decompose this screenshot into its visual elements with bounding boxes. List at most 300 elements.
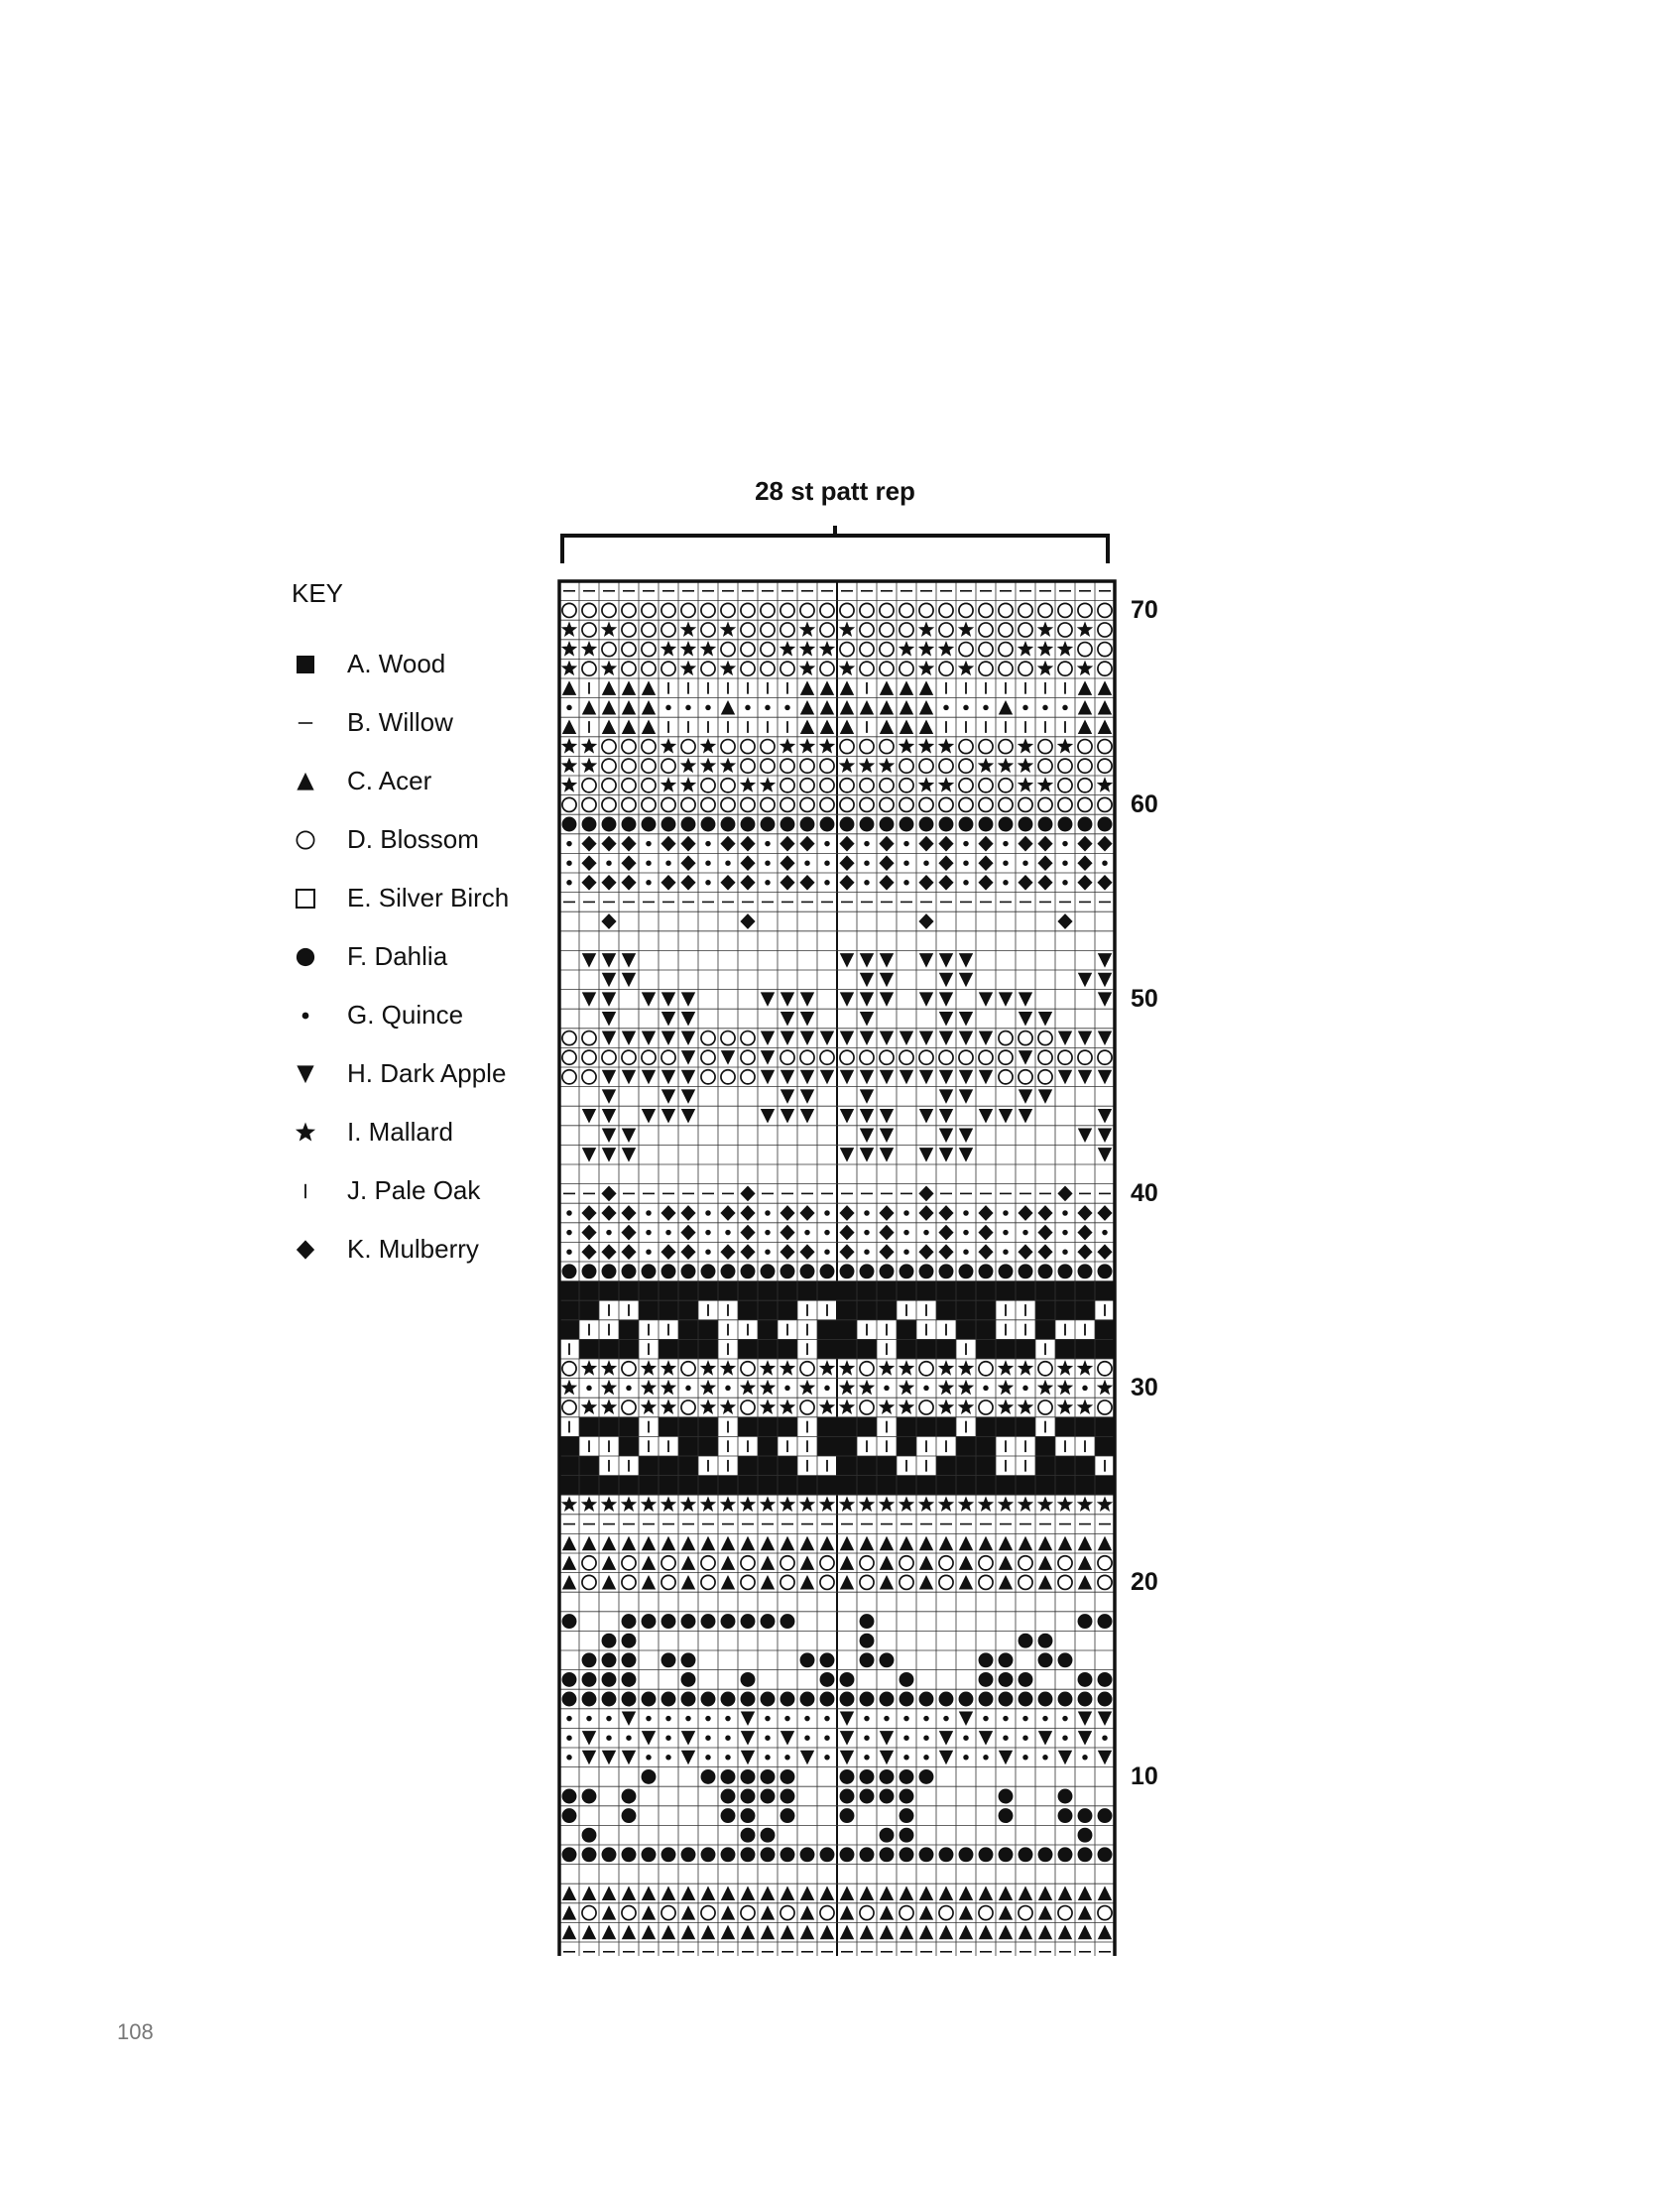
chart-cell [606,1716,611,1721]
filled-circle-icon [1019,1847,1033,1862]
chart-cell [959,1692,974,1707]
triangle-down-icon [840,1070,854,1085]
chart-cell [840,1925,854,1940]
chart-cell [918,913,933,929]
chart-cell [979,1652,994,1667]
chart-cell [1078,700,1092,715]
diamond-icon [660,836,675,852]
chart-cell [701,1032,715,1045]
chart-cell [1077,621,1093,637]
chart-cell [1058,1925,1072,1940]
open-circle-icon [701,1575,715,1589]
chart-cell [745,705,750,710]
chart-cell [720,836,735,852]
chart-cell [582,1652,597,1667]
chart-cell [1078,1536,1092,1551]
chart-cell [1019,1032,1032,1045]
filled-circle-icon [642,1264,657,1278]
chart-cell [642,1905,656,1920]
triangle-up-icon [642,1886,656,1901]
chart-cell [897,1476,916,1496]
open-circle-icon [582,1906,596,1920]
chart-cell [660,738,676,754]
chart-cell [622,1148,636,1162]
small-dot-icon [646,1210,651,1215]
small-dot-icon [765,1755,770,1760]
star-icon [839,1398,855,1414]
open-circle-icon [761,603,775,617]
chart-cell [1038,1070,1052,1084]
chart-cell [765,1755,770,1760]
chart-cell [642,1731,656,1746]
triangle-up-icon [900,680,913,695]
chart-cell [681,1751,695,1765]
triangle-up-icon [979,1536,993,1551]
triangle-down-icon [860,992,874,1007]
chart-cell [1078,1672,1093,1687]
chart-cell [1035,1436,1055,1456]
open-circle-icon [761,740,775,754]
chart-cell [1019,1906,1032,1920]
chart-cell [660,1380,676,1396]
chart-cell [959,1536,973,1551]
chart-cell [765,880,770,885]
chart-cell [602,797,616,811]
open-circle-icon [582,662,596,675]
triangle-up-icon [800,1575,814,1590]
chart-cell [1018,641,1033,657]
filled-circle-icon [1098,1692,1113,1707]
open-circle-icon [800,1400,814,1414]
chart-cell [1075,1456,1095,1476]
chart-cell [741,1264,756,1278]
diamond-icon [879,836,894,852]
key-item [288,986,509,1044]
chart-cell [698,1476,718,1496]
small-dot-icon [824,1210,829,1215]
chart-cell [1037,836,1052,852]
open-circle-icon [979,1556,993,1570]
chart-cell [780,836,794,852]
star-icon [938,1398,954,1414]
star-icon [839,661,855,676]
triangle-up-icon [761,1886,775,1901]
filled-circle-icon [721,1847,736,1862]
chart-cell [606,860,611,865]
chart-cell [919,1847,934,1862]
triangle-down-icon [939,1148,953,1162]
triangle-up-icon [999,1575,1013,1590]
chart-cell [999,1847,1014,1862]
chart-cell [1058,817,1073,832]
chart-cell [642,700,656,715]
chart-cell [1058,1886,1072,1901]
small-dot-icon [685,1386,690,1391]
chart-cell [780,797,794,811]
star-icon [621,1496,637,1512]
triangle-up-icon [1098,720,1112,735]
triangle-up-icon [999,1905,1013,1920]
chart-cell [622,973,636,988]
diamond-icon [1077,1225,1092,1241]
star-icon [938,1360,954,1376]
triangle-up-icon [840,720,854,735]
filled-circle-icon [780,1614,795,1629]
chart-cell [923,860,928,865]
filled-circle-icon [979,1692,994,1707]
small-dot-icon [824,1755,829,1760]
chart-cell [1016,1417,1035,1437]
chart-cell [900,623,913,637]
chart-cell [820,1925,834,1940]
open-circle-icon [1078,740,1092,754]
chart-cell [1062,1230,1067,1235]
chart-cell [800,1555,814,1570]
triangle-down-icon [919,1070,933,1085]
chart-cell [900,1070,913,1085]
chart-cell [1038,1089,1052,1104]
chart-cell [780,1360,795,1376]
chart-cell [601,913,616,929]
chart-cell [939,1070,953,1085]
triangle-up-icon [1038,1925,1052,1940]
chart-cell [602,992,616,1007]
chart-cell [880,1847,895,1862]
filled-circle-icon [919,1847,934,1862]
chart-cell [999,1652,1014,1667]
open-circle-icon [1058,662,1072,675]
chart-cell [681,1264,696,1278]
open-circle-icon [1058,1575,1072,1589]
star-icon [641,1496,657,1512]
filled-circle-icon [880,1264,895,1278]
chart-cell [939,1575,953,1589]
diamond-icon [1037,875,1052,891]
open-circle-icon [780,1556,794,1570]
chart-cell [619,1320,639,1340]
chart-cell [1098,1264,1113,1278]
chart-cell [919,603,933,617]
chart-cell [639,1476,659,1496]
open-circle-icon [900,1556,913,1570]
open-circle-icon [1078,603,1092,617]
chart-cell [1022,860,1027,865]
triangle-up-icon [1019,1886,1032,1901]
filled-circle-icon [939,1692,954,1707]
chart-cell [860,1556,874,1570]
chart-cell [860,1264,875,1278]
triangle-down-icon [999,1751,1013,1765]
open-circle-icon [1078,643,1092,657]
open-circle-icon [1098,1556,1112,1570]
chart-cell [681,603,695,617]
chart-cell [1098,662,1112,675]
chart-cell [661,1906,675,1920]
open-circle-icon [959,740,973,754]
open-circle-icon [860,779,874,792]
star-icon [799,1380,815,1396]
filled-circle-icon [741,1264,756,1278]
triangle-down-icon [880,992,894,1007]
chart-cell [701,1769,716,1784]
triangle-down-icon [1098,1109,1112,1124]
filled-circle-icon [622,1847,637,1862]
filled-circle-icon [1098,1264,1113,1278]
chart-cell [562,1050,576,1064]
open-circle-icon [701,623,715,637]
triangle-down-icon [602,1148,616,1162]
star-icon [660,1380,676,1396]
chart-cell [579,1456,599,1476]
chart-cell [701,1070,715,1084]
filled-circle-icon [820,1672,835,1687]
open-circle-icon [642,759,656,773]
triangle-down-icon [840,1148,854,1162]
chart-cell [959,953,973,968]
chart-cell [559,1456,579,1476]
small-dot-icon [824,1716,829,1721]
chart-cell [800,1652,815,1667]
chart-cell [606,1735,611,1740]
chart-cell [761,1264,776,1278]
chart-cell [582,662,596,675]
diamond-icon [581,1244,596,1260]
chart-cell [938,875,953,891]
chart-cell [642,779,656,792]
chart-cell [780,1264,795,1278]
small-dot-icon [765,1210,770,1215]
filled-circle-icon [1098,1614,1113,1629]
chart-cell [860,1362,874,1376]
chart-cell [1078,740,1092,754]
chart-cell [999,1109,1013,1124]
triangle-down-icon [642,1032,656,1046]
chart-cell [622,623,636,637]
small-dot-icon [963,705,968,710]
chart-cell [559,1281,579,1301]
triangle-down-icon [602,1012,616,1027]
chart-cell [860,973,874,988]
triangle-down-icon [622,1070,636,1085]
chart-cell [639,1281,659,1301]
open-circle-icon [780,1906,794,1920]
chart-cell [999,1264,1014,1278]
chart-cell [582,1692,597,1707]
chart-cell [1078,1264,1093,1278]
chart-cell [602,1070,616,1085]
filled-circle-icon [741,1769,756,1784]
chart-cell [1078,720,1092,735]
chart-cell [582,700,596,715]
row-number-label: 30 [1131,1374,1158,1402]
triangle-up-icon [1098,1925,1112,1940]
triangle-down-icon [979,1032,993,1046]
star-icon [938,738,954,754]
chart-cell [1058,779,1072,792]
chart-cell [622,1906,636,1920]
chart-cell [839,1398,855,1414]
triangle-down-icon [840,1731,854,1746]
filled-circle-icon [642,1769,657,1784]
chart-cell [720,661,736,676]
triangle-up-icon [860,1886,874,1901]
small-dot-icon [1062,860,1067,865]
star-icon [720,1398,736,1414]
filled-circle-icon [999,1652,1014,1667]
open-circle-icon [860,603,874,617]
star-icon [680,661,696,676]
open-circle-icon [582,623,596,637]
chart-cell [582,1032,596,1045]
filled-circle-icon [1078,1828,1093,1843]
chart-cell [760,1398,776,1414]
open-circle-icon [979,1906,993,1920]
open-circle-icon [622,662,636,675]
chart-cell [840,1692,855,1707]
chart-cell [761,1886,775,1901]
filled-circle-icon [1038,1652,1053,1667]
chart-cell [642,1769,657,1784]
triangle-down-icon [880,973,894,988]
star-icon [601,1496,617,1512]
chart-cell [999,1886,1013,1901]
filled-circle-icon [602,817,617,832]
open-circle-icon [939,662,953,675]
triangle-down-icon [681,1070,695,1085]
row-number-label: 10 [1131,1762,1158,1791]
triangle-up-icon [1078,1886,1092,1901]
chart-cell [721,1905,735,1920]
star-icon [740,1496,756,1512]
chart-cell [999,1692,1014,1707]
chart-cell [1097,1496,1113,1512]
chart-cell [681,1070,695,1085]
triangle-up-icon [900,1886,913,1901]
star-icon [879,1398,895,1414]
star-icon [720,1360,736,1376]
chart-cell [661,1847,676,1862]
chart-cell [758,1320,778,1340]
chart-cell [661,1070,675,1085]
chart-cell [601,875,616,891]
chart-cell [698,1320,718,1340]
triangle-up-icon [880,700,894,715]
open-circle-icon [919,603,933,617]
chart-cell [840,1109,854,1124]
chart-cell [880,662,894,675]
star-icon [918,661,934,676]
chart-cell [678,1476,698,1496]
diamond-icon [581,1205,596,1221]
filled-circle-icon [562,1264,577,1278]
chart-cell [797,1476,817,1496]
open-circle-icon [741,1362,755,1376]
chart-cell [939,1556,953,1570]
chart-cell [919,700,933,715]
chart-cell [562,1692,577,1707]
star-icon [879,1360,895,1376]
chart-cell [1078,1129,1092,1144]
chart-cell [581,1225,596,1241]
chart-cell [1078,1575,1092,1590]
chart-cell [939,1129,953,1144]
chart-cell [1078,680,1092,695]
triangle-up-icon [602,700,616,715]
small-dot-icon [864,1249,869,1254]
small-dot-icon [1003,1210,1008,1215]
chart-cell [622,1672,637,1687]
star-icon [998,758,1014,774]
chart-cell [681,1109,695,1124]
small-dot-icon [705,880,710,885]
filled-circle-icon [1038,1634,1053,1648]
triangle-up-icon [1019,1925,1032,1940]
star-icon [720,758,736,774]
triangle-down-icon [880,1148,894,1162]
chart-cell [820,623,834,637]
chart-cell [859,758,875,774]
filled-circle-icon [999,1808,1014,1823]
filled-circle-icon [900,1769,914,1784]
open-circle-icon [820,1050,834,1064]
chart-cell [566,1249,571,1254]
filled-circle-icon [840,1264,855,1278]
chart-cell [738,1456,758,1476]
chart-cell [880,1652,895,1667]
chart-cell [1022,1716,1027,1721]
chart-cell [1078,817,1093,832]
star-icon [1057,1496,1073,1512]
chart-cell [582,1109,596,1124]
chart-cell [840,1751,854,1765]
filled-circle-icon [741,1614,756,1629]
chart-cell [1098,1050,1112,1064]
chart-cell [840,1731,854,1746]
small-dot-icon [685,1716,690,1721]
open-circle-icon [761,797,775,811]
triangle-down-icon [1019,1109,1032,1124]
open-circle-icon [979,603,993,617]
chart-cell [938,1380,954,1396]
diamond-icon [799,1205,814,1221]
chart-cell [678,1436,698,1456]
filled-circle-icon [880,1652,895,1667]
small-dot-icon [1102,1735,1107,1740]
filled-circle-icon [1078,1808,1093,1823]
chart-cell [999,643,1013,657]
chart-cell [857,1300,877,1320]
chart-cell [860,740,874,754]
chart-cell [840,1808,855,1823]
chart-cell [725,1755,730,1760]
open-circle-icon [939,1050,953,1064]
chart-cell [1098,720,1112,735]
chart-cell [983,1755,988,1760]
chart-cell [840,1672,855,1687]
small-dot-icon [606,1716,611,1721]
chart-cell [978,875,993,891]
chart-cell [939,1148,953,1162]
chart-cell [681,1692,696,1707]
chart-cell [780,1575,794,1589]
diamond-icon [740,1244,755,1260]
diamond-icon [839,1225,854,1241]
chart-cell [780,623,794,637]
open-circle-icon [1098,1050,1112,1064]
star-icon [760,777,776,792]
small-dot-icon [665,1755,670,1760]
open-circle-icon [562,1400,576,1414]
